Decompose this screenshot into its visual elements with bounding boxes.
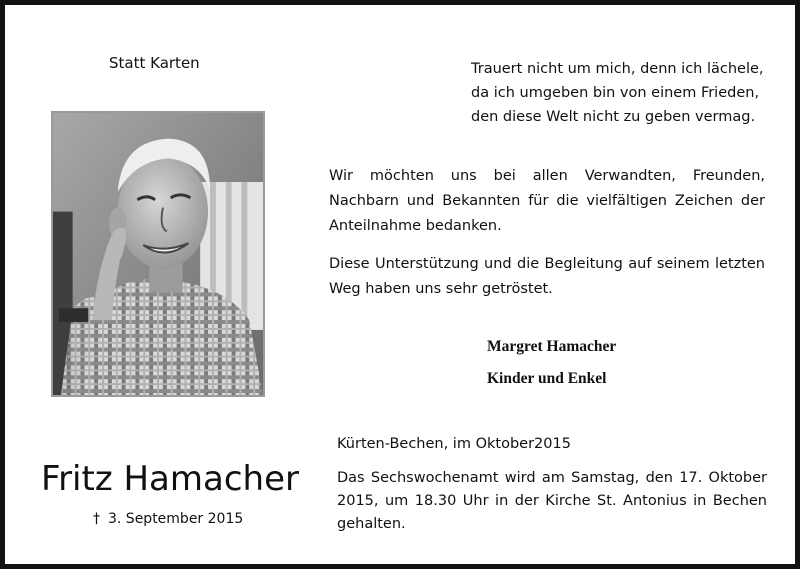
portrait-photo: [51, 111, 265, 397]
portrait-illustration: [53, 113, 263, 395]
poem-line: da ich umgeben bin von einem Frieden,: [471, 85, 760, 101]
signature-line: Kinder und Enkel: [487, 370, 607, 387]
poem-line: den diese Welt nicht zu geben vermag.: [471, 109, 756, 125]
deceased-name: Fritz Hamacher: [41, 459, 299, 499]
death-date: 3. September 2015: [108, 511, 244, 527]
poem-verse: [471, 57, 764, 129]
place-date: Kürten-Bechen, im Oktober2015: [337, 436, 571, 452]
thanks-paragraph: Wir möchten uns bei allen Verwandten, Freunden, Nachbarn und Bekannten für die vielfältigen Zeichen der Anteilnahme bedanken.: [329, 168, 765, 234]
service-notice: Das Sechswochenamt wird am Samstag, den 17. Oktober 2015, um 18.30 Uhr in der Kirche St. Antonius in Bechen gehalten.: [337, 470, 767, 532]
cross-icon: †: [93, 511, 100, 527]
poem-line: Trauert nicht um mich, denn ich lächele,: [471, 61, 764, 77]
support-paragraph: Diese Unterstützung und die Begleitung auf seinem letzten Weg haben uns sehr getröstet.: [329, 256, 765, 297]
death-date-line: [93, 511, 243, 527]
header-note: Statt Karten: [109, 54, 200, 72]
signature-line: Margret Hamacher: [487, 338, 617, 355]
